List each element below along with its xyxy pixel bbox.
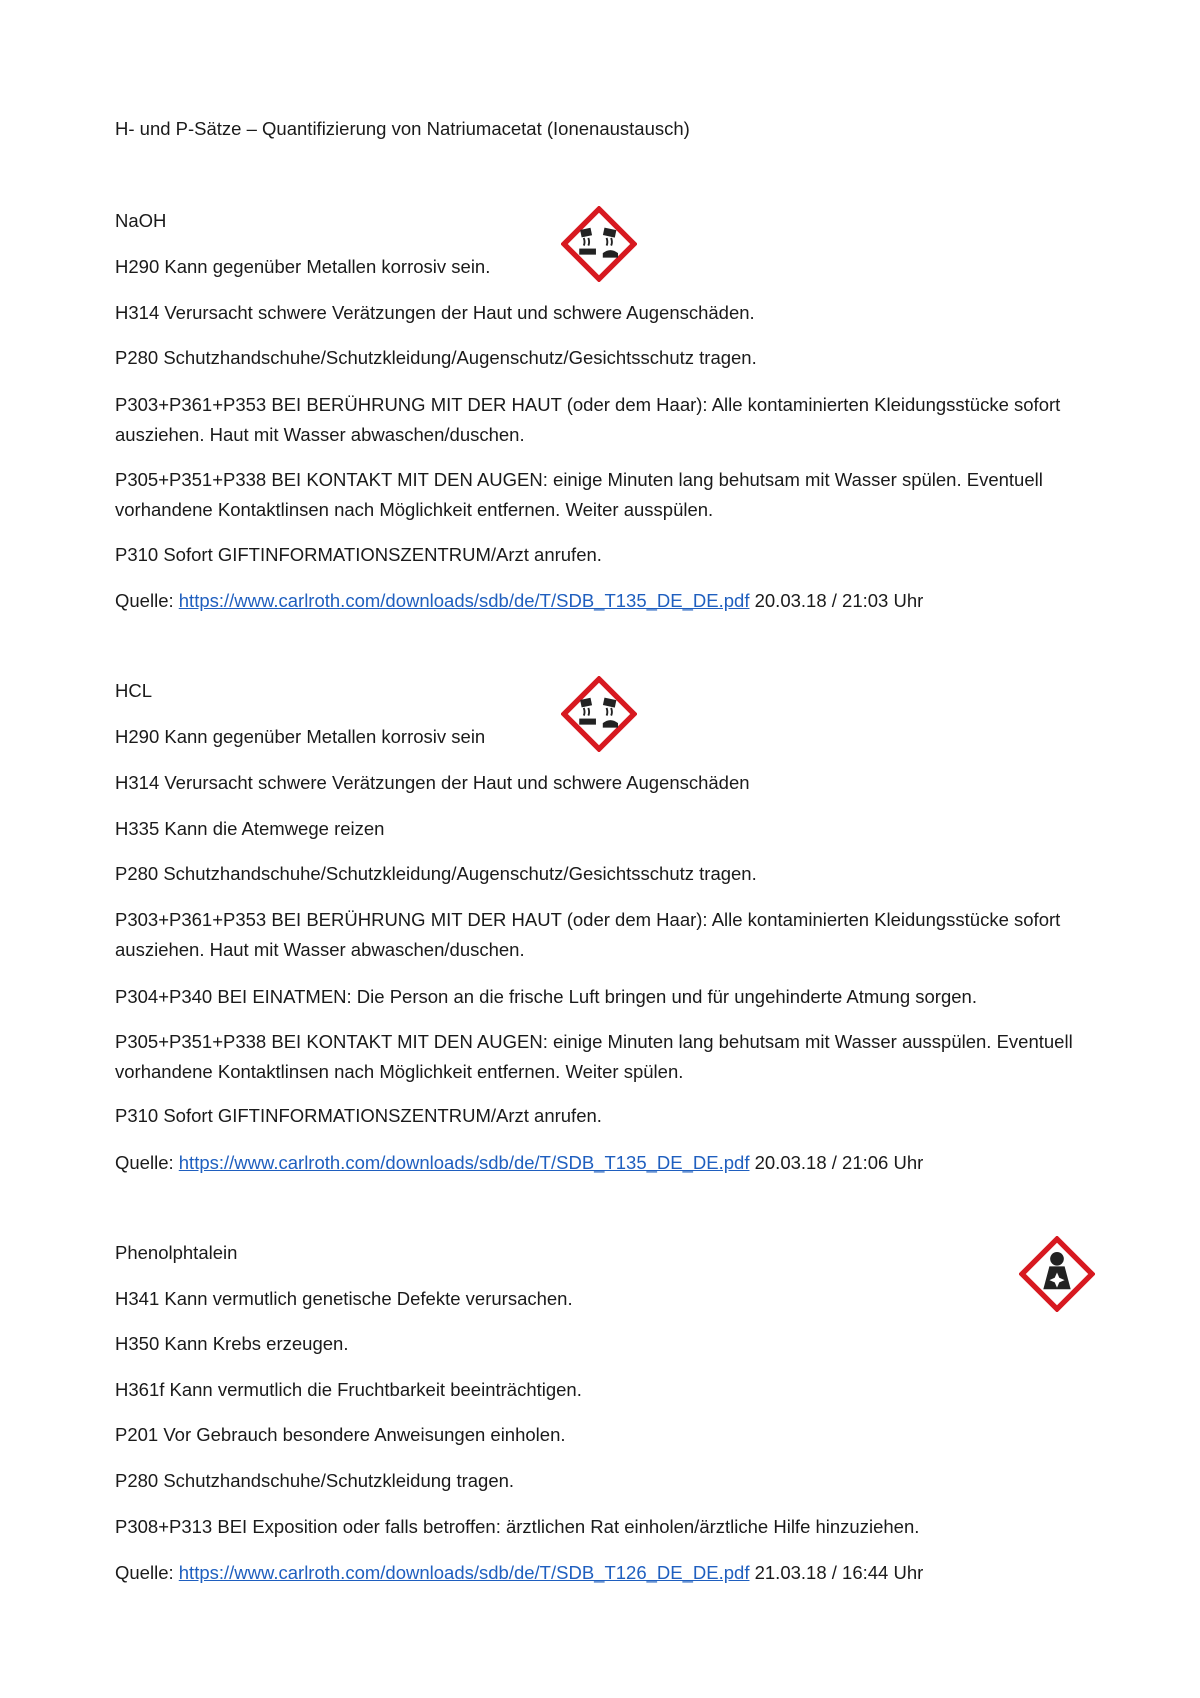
source-link[interactable]: https://www.carlroth.com/downloads/sdb/de/T/SDB_T126_DE_DE.pdf [178,1562,750,1583]
source-date: 21.03.18 / 16:44 Uhr [754,1562,924,1583]
source-link[interactable]: https://www.carlroth.com/downloads/sdb/de/T/SDB_T135_DE_DE.pdf [178,1152,750,1173]
statement: H290 Kann gegenüber Metallen korrosiv sein. [115,256,491,277]
statement: P308+P313 BEI Exposition oder falls betroffen: ärztlichen Rat einholen/ärztliche Hilfe hinzuziehen. [115,1516,920,1537]
source-line [115,1558,1075,1588]
statement: P304+P340 BEI EINATMEN: Die Person an die frische Luft bringen und für ungehinderte Atmung sorgen. [115,986,977,1007]
substance-heading-hcl: HCL [115,680,153,701]
substance-heading-phenolphtalein: Phenolphtalein [115,1242,238,1263]
statement: H350 Kann Krebs erzeugen. [115,1333,349,1354]
statement: H335 Kann die Atemwege reizen [115,818,385,839]
source-label: Quelle: [115,590,174,611]
statement: P280 Schutzhandschuhe/Schutzkleidung/Augenschutz/Gesichtsschutz tragen. [115,863,757,884]
substance-heading-naoh: NaOH [115,210,167,231]
statement: P280 Schutzhandschuhe/Schutzkleidung tragen. [115,1470,515,1491]
statement: P305+P351+P338 BEI KONTAKT MIT DEN AUGEN: einige Minuten lang behutsam mit Wasser ausspülen. Eventuell vorhandene Kontaktlinsen nach Möglichkeit entfernen. Weiter spülen. [115,1031,1073,1082]
statement: P310 Sofort GIFTINFORMATIONSZENTRUM/Arzt anrufen. [115,1105,602,1126]
statement: H314 Verursacht schwere Verätzungen der Haut und schwere Augenschäden [115,772,750,793]
source-label: Quelle: [115,1152,174,1173]
source-line [115,1148,1075,1178]
source-date: 20.03.18 / 21:03 Uhr [754,590,924,611]
statement: P201 Vor Gebrauch besondere Anweisungen einholen. [115,1424,566,1445]
statement: H290 Kann gegenüber Metallen korrosiv sein [115,726,486,747]
statement: H341 Kann vermutlich genetische Defekte verursachen. [115,1288,573,1309]
document-title: H- und P-Sätze – Quantifizierung von Natriumacetat (Ionenaustausch) [115,118,690,139]
source-link[interactable]: https://www.carlroth.com/downloads/sdb/de/T/SDB_T135_DE_DE.pdf [178,590,750,611]
statement: H361f Kann vermutlich die Fruchtbarkeit beeinträchtigen. [115,1379,582,1400]
statement: P280 Schutzhandschuhe/Schutzkleidung/Augenschutz/Gesichtsschutz tragen. [115,347,757,368]
statement: P303+P361+P353 BEI BERÜHRUNG MIT DER HAUT (oder dem Haar): Alle kontaminierten Kleidungsstücke sofort ausziehen. Haut mit Wasser abwaschen/duschen. [115,394,1061,445]
statement: P305+P351+P338 BEI KONTAKT MIT DEN AUGEN: einige Minuten lang behutsam mit Wasser spülen. Eventuell vorhandene Kontaktlinsen nach Möglichkeit entfernen. Weiter ausspülen. [115,469,1043,520]
statement: H314 Verursacht schwere Verätzungen der Haut und schwere Augenschäden. [115,302,755,323]
statement: P303+P361+P353 BEI BERÜHRUNG MIT DER HAUT (oder dem Haar): Alle kontaminierten Kleidungsstücke sofort ausziehen. Haut mit Wasser abwaschen/duschen. [115,909,1061,960]
source-line [115,586,1075,616]
source-date: 20.03.18 / 21:06 Uhr [754,1152,924,1173]
source-label: Quelle: [115,1562,174,1583]
statement: P310 Sofort GIFTINFORMATIONSZENTRUM/Arzt anrufen. [115,544,602,565]
